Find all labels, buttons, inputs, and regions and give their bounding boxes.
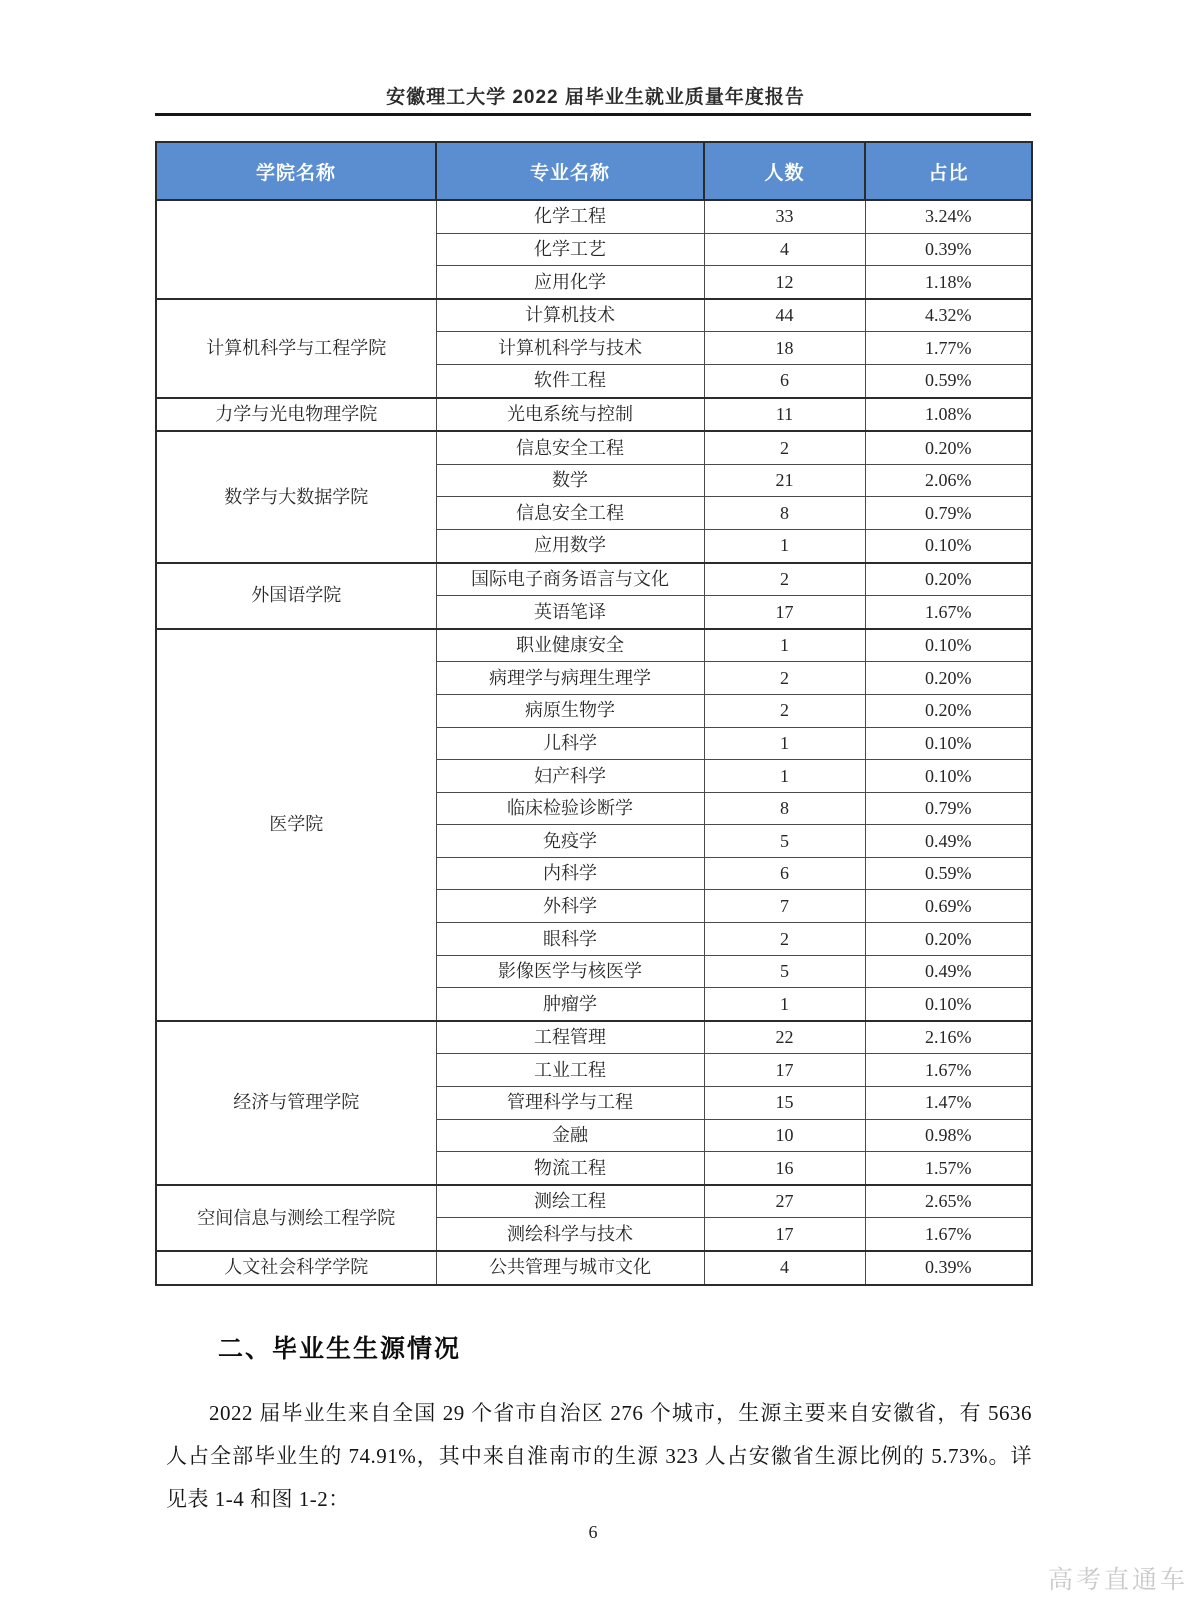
count-cell: 17 xyxy=(704,1054,865,1087)
major-cell: 公共管理与城市文化 xyxy=(436,1251,704,1285)
percent-cell: 2.16% xyxy=(865,1021,1032,1054)
count-cell: 22 xyxy=(704,1021,865,1054)
percent-cell: 1.67% xyxy=(865,596,1032,629)
count-cell: 1 xyxy=(704,629,865,662)
major-cell: 数学 xyxy=(436,464,704,497)
college-cell: 空间信息与测绘工程学院 xyxy=(156,1185,436,1251)
count-cell: 33 xyxy=(704,200,865,233)
college-cell: 医学院 xyxy=(156,629,436,1021)
page-number: 6 xyxy=(588,1522,598,1542)
table-row xyxy=(156,1185,1032,1218)
table-row xyxy=(156,431,1032,464)
count-cell: 11 xyxy=(704,398,865,432)
percent-cell: 0.20% xyxy=(865,694,1032,727)
count-cell: 5 xyxy=(704,955,865,988)
col-header-college: 学院名称 xyxy=(156,142,436,200)
col-header-count: 人数 xyxy=(704,142,865,200)
major-cell: 计算机科学与技术 xyxy=(436,332,704,365)
section-heading: 二、毕业生生源情况 xyxy=(218,1335,462,1363)
percent-cell: 0.20% xyxy=(865,923,1032,956)
count-cell: 4 xyxy=(704,1251,865,1285)
count-cell: 2 xyxy=(704,662,865,695)
major-cell: 测绘科学与技术 xyxy=(436,1218,704,1251)
percent-cell: 3.24% xyxy=(865,200,1032,233)
major-cell: 国际电子商务语言与文化 xyxy=(436,563,704,596)
percent-cell: 2.06% xyxy=(865,464,1032,497)
major-cell: 妇产科学 xyxy=(436,760,704,793)
majors-table xyxy=(155,141,1033,1286)
table-header-row xyxy=(156,142,1032,200)
major-cell: 软件工程 xyxy=(436,364,704,397)
major-cell: 眼科学 xyxy=(436,923,704,956)
table-body xyxy=(156,200,1032,1285)
college-cell: 计算机科学与工程学院 xyxy=(156,299,436,398)
table-row xyxy=(156,299,1032,332)
college-cell: 经济与管理学院 xyxy=(156,1021,436,1185)
major-cell: 影像医学与核医学 xyxy=(436,955,704,988)
percent-cell: 2.65% xyxy=(865,1185,1032,1218)
count-cell: 1 xyxy=(704,988,865,1021)
major-cell: 病原生物学 xyxy=(436,694,704,727)
major-cell: 临床检验诊断学 xyxy=(436,792,704,825)
table-row xyxy=(156,1251,1032,1285)
college-cell: 人文社会科学学院 xyxy=(156,1251,436,1285)
percent-cell: 0.10% xyxy=(865,988,1032,1021)
table-row xyxy=(156,398,1032,432)
count-cell: 2 xyxy=(704,694,865,727)
major-cell: 儿科学 xyxy=(436,727,704,760)
percent-cell: 0.10% xyxy=(865,727,1032,760)
percent-cell: 1.57% xyxy=(865,1152,1032,1185)
percent-cell: 0.49% xyxy=(865,955,1032,988)
major-cell: 信息安全工程 xyxy=(436,497,704,530)
count-cell: 2 xyxy=(704,923,865,956)
major-cell: 外科学 xyxy=(436,890,704,923)
count-cell: 16 xyxy=(704,1152,865,1185)
college-cell: 外国语学院 xyxy=(156,563,436,629)
major-cell: 免疫学 xyxy=(436,825,704,858)
percent-cell: 1.08% xyxy=(865,398,1032,432)
percent-cell: 4.32% xyxy=(865,299,1032,332)
count-cell: 27 xyxy=(704,1185,865,1218)
col-header-major: 专业名称 xyxy=(436,142,704,200)
major-cell: 化学工艺 xyxy=(436,233,704,266)
percent-cell: 1.77% xyxy=(865,332,1032,365)
table-row xyxy=(156,563,1032,596)
major-cell: 光电系统与控制 xyxy=(436,398,704,432)
count-cell: 10 xyxy=(704,1119,865,1152)
percent-cell: 0.10% xyxy=(865,760,1032,793)
percent-cell: 0.39% xyxy=(865,1251,1032,1285)
count-cell: 8 xyxy=(704,497,865,530)
count-cell: 18 xyxy=(704,332,865,365)
percent-cell: 0.49% xyxy=(865,825,1032,858)
percent-cell: 0.59% xyxy=(865,364,1032,397)
major-cell: 信息安全工程 xyxy=(436,431,704,464)
percent-cell: 0.20% xyxy=(865,563,1032,596)
count-cell: 21 xyxy=(704,464,865,497)
major-cell: 工程管理 xyxy=(436,1021,704,1054)
major-cell: 肿瘤学 xyxy=(436,988,704,1021)
percent-cell: 0.79% xyxy=(865,792,1032,825)
major-cell: 病理学与病理生理学 xyxy=(436,662,704,695)
percent-cell: 0.98% xyxy=(865,1119,1032,1152)
header-rule xyxy=(155,113,1031,116)
count-cell: 4 xyxy=(704,233,865,266)
percent-cell: 1.18% xyxy=(865,266,1032,299)
percent-cell: 0.20% xyxy=(865,662,1032,695)
major-cell: 职业健康安全 xyxy=(436,629,704,662)
percent-cell: 0.39% xyxy=(865,233,1032,266)
percent-cell: 0.69% xyxy=(865,890,1032,923)
percent-cell: 0.10% xyxy=(865,529,1032,562)
count-cell: 2 xyxy=(704,431,865,464)
percent-cell: 0.79% xyxy=(865,497,1032,530)
major-cell: 内科学 xyxy=(436,857,704,890)
major-cell: 应用数学 xyxy=(436,529,704,562)
college-cell: 力学与光电物理学院 xyxy=(156,398,436,432)
count-cell: 8 xyxy=(704,792,865,825)
count-cell: 44 xyxy=(704,299,865,332)
count-cell: 6 xyxy=(704,857,865,890)
doc-header-title: 安徽理工大学 2022 届毕业生就业质量年度报告 xyxy=(386,87,805,108)
major-cell: 测绘工程 xyxy=(436,1185,704,1218)
count-cell: 17 xyxy=(704,1218,865,1251)
college-cell: 数学与大数据学院 xyxy=(156,431,436,562)
count-cell: 12 xyxy=(704,266,865,299)
major-cell: 金融 xyxy=(436,1119,704,1152)
table-row xyxy=(156,629,1032,662)
count-cell: 6 xyxy=(704,364,865,397)
count-cell: 5 xyxy=(704,825,865,858)
percent-cell: 1.47% xyxy=(865,1087,1032,1120)
count-cell: 1 xyxy=(704,727,865,760)
major-cell: 物流工程 xyxy=(436,1152,704,1185)
major-cell: 管理科学与工程 xyxy=(436,1087,704,1120)
table-row xyxy=(156,1021,1032,1054)
percent-cell: 0.59% xyxy=(865,857,1032,890)
count-cell: 1 xyxy=(704,529,865,562)
major-cell: 计算机技术 xyxy=(436,299,704,332)
percent-cell: 0.20% xyxy=(865,431,1032,464)
watermark: 高考直通车 xyxy=(1048,1566,1189,1594)
table-row xyxy=(156,200,1032,233)
percent-cell: 0.10% xyxy=(865,629,1032,662)
body-paragraph: 2022 届毕业生来自全国 29 个省市自治区 276 个城市，生源主要来自安徽省，有 5636 人占全部毕业生的 74.91%，其中来自淮南市的生源 323 人占安徽省生源比例的 5.73%。详见表 1-4 和图 1-2： xyxy=(166,1401,1032,1511)
count-cell: 15 xyxy=(704,1087,865,1120)
count-cell: 2 xyxy=(704,563,865,596)
college-cell xyxy=(156,200,436,299)
percent-cell: 1.67% xyxy=(865,1054,1032,1087)
major-cell: 应用化学 xyxy=(436,266,704,299)
major-cell: 工业工程 xyxy=(436,1054,704,1087)
count-cell: 1 xyxy=(704,760,865,793)
major-cell: 化学工程 xyxy=(436,200,704,233)
col-header-percent: 占比 xyxy=(865,142,1032,200)
count-cell: 7 xyxy=(704,890,865,923)
count-cell: 17 xyxy=(704,596,865,629)
major-cell: 英语笔译 xyxy=(436,596,704,629)
percent-cell: 1.67% xyxy=(865,1218,1032,1251)
